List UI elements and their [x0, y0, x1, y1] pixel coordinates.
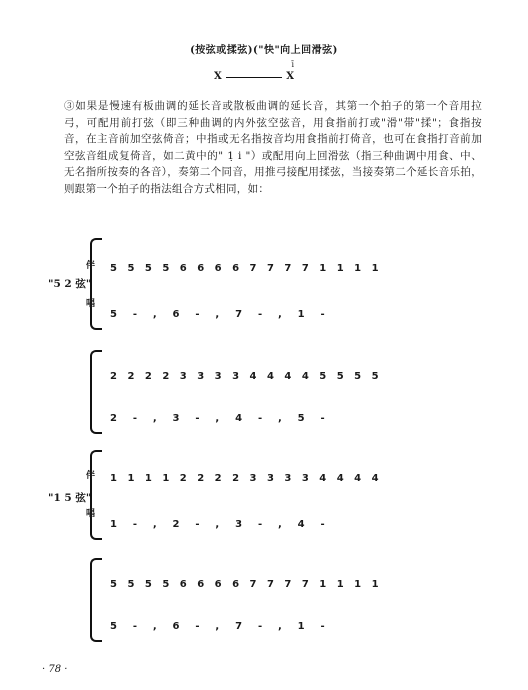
system-label-1	[48, 272, 91, 291]
voice-notes: 1 - , 2 - , 3 - , 4 -	[110, 519, 331, 530]
note-x-left: X	[214, 71, 222, 82]
accomp-notes: 1 1 1 1 2 2 2 2 3 3 3 3 4 4 4 4	[110, 473, 383, 484]
string-label: "5 2 弦"	[48, 278, 92, 290]
tie-line	[226, 77, 282, 78]
voice-notes: 5 - , 6 - , 7 - , 1 -	[110, 621, 331, 632]
string-label: "1 5 弦"	[48, 492, 92, 504]
voice-row	[104, 298, 480, 320]
accomp-notes: 2 2 2 2 3 3 3 3 4 4 4 4 5 5 5 5	[110, 371, 383, 382]
system-brace	[90, 558, 102, 642]
system-brace	[90, 238, 102, 330]
ornament-mark: ī	[291, 60, 294, 69]
voice-notes: 2 - , 3 - , 4 - , 5 -	[110, 413, 331, 424]
accomp-row	[104, 252, 480, 274]
part-label-accomp: 伴	[86, 261, 96, 271]
system-brace	[90, 450, 102, 540]
page-number: · 78 ·	[42, 664, 68, 675]
paragraph-text: ③如果是慢速有板曲调的延长音或散板曲调的延长音，其第一个拍子的第一个音用拉弓，可配用前打弦（即三种曲调的内外弦空弦音，用食指前打或"滑"带"揉"；食指按音，在主音前加空弦倚音；中指或无名指按音均用食指前打倚音，也可在食指打音前加空弦音组成复倚音，如二黄中的" 1̣ i "）或配用向上回滑弦（指三种曲调中用食、中、无名指所按奏的各音），奏第二个同音，用推弓接配用揉弦，当接奏第二个延长音乐拍，则跟第一个拍子的指法组合方式相同，如：	[64, 100, 482, 195]
voice-notes: 5 - , 6 - , 7 - , 1 -	[110, 309, 331, 320]
example-notation	[214, 60, 294, 86]
voice-row	[104, 402, 480, 424]
caption: (按弦或揉弦)("快"向上回滑弦)	[190, 45, 338, 56]
accomp-notes: 5 5 5 5 6 6 6 6 7 7 7 7 1 1 1 1	[110, 263, 383, 274]
accomp-row	[104, 462, 480, 484]
accomp-row	[104, 360, 480, 382]
score-system-2	[90, 350, 480, 434]
accomp-row	[104, 568, 480, 590]
part-label-accomp: 伴	[86, 471, 96, 481]
voice-row	[104, 610, 480, 632]
accomp-notes: 5 5 5 5 6 6 6 6 7 7 7 7 1 1 1 1	[110, 579, 383, 590]
part-label-voice: 唱	[86, 509, 96, 519]
part-label-voice: 唱	[86, 299, 96, 309]
voice-row	[104, 508, 480, 530]
note-x-right: X	[286, 71, 294, 82]
body-paragraph	[64, 98, 482, 198]
score-system-1	[86, 238, 480, 330]
score-system-3	[86, 450, 480, 540]
score-system-4	[90, 558, 480, 642]
system-label-3	[48, 486, 91, 505]
system-brace	[90, 350, 102, 434]
